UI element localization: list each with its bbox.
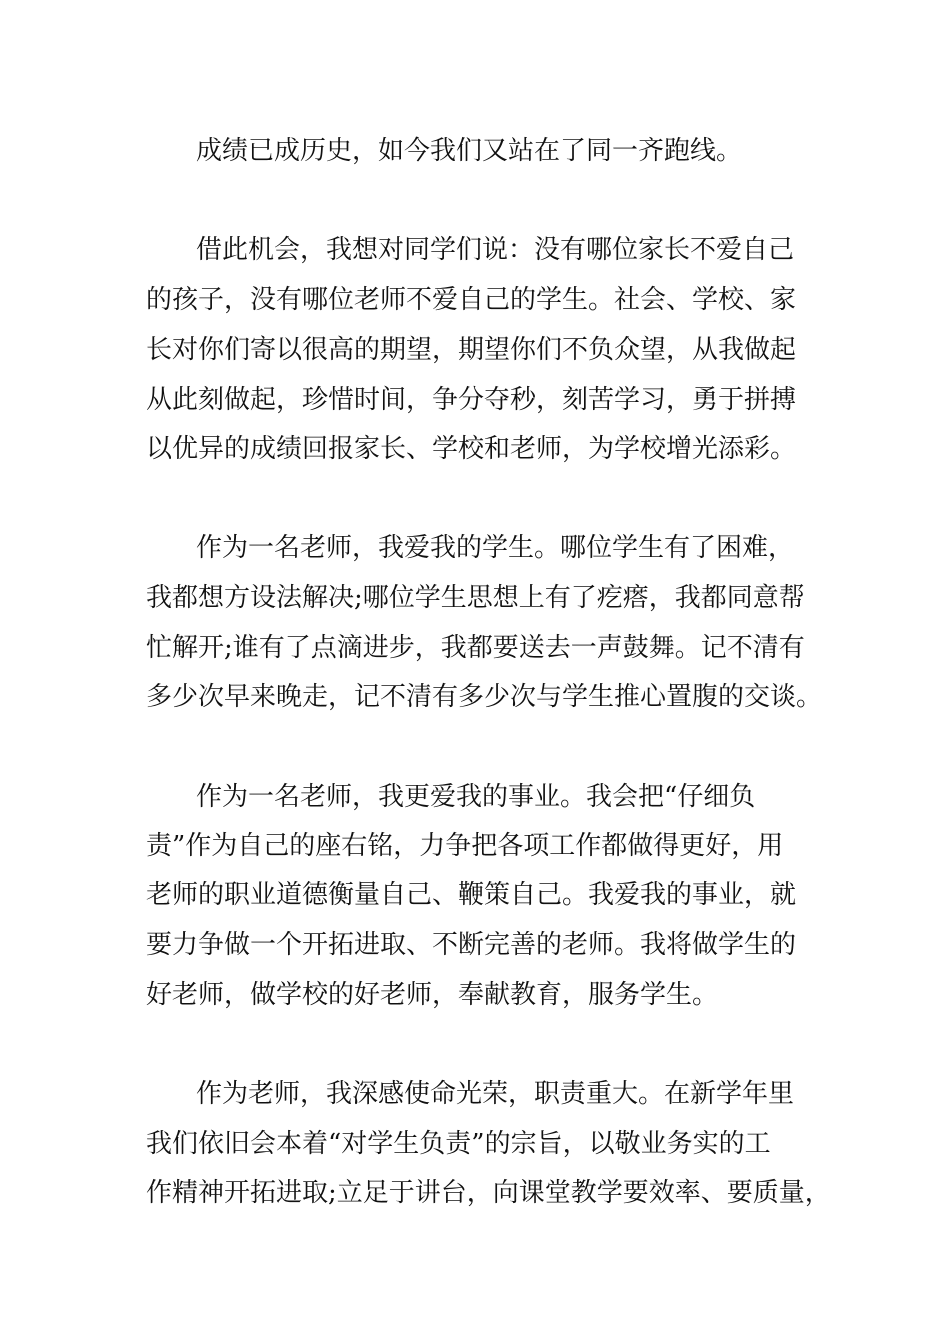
paragraph-2-line-1: 借此机会，我想对同学们说：没有哪位家长不爱自己	[196, 235, 795, 265]
paragraph-4-line-4: 要力争做一个开拓进取、不断完善的老师。我将做学生的	[146, 930, 797, 960]
paragraph-4-line-2: 责”作为自己的座右铭，力争把各项工作都做得更好，用	[146, 831, 784, 861]
paragraph-4-line-1: 作为一名老师，我更爱我的事业。我会把“仔细负	[196, 782, 756, 812]
paragraph-2-line-3: 长对你们寄以很高的期望，期望你们不负众望，从我做起	[146, 335, 797, 365]
paragraph-2-line-4: 从此刻做起，珍惜时间，争分夺秒，刻苦学习，勇于拼搏	[146, 385, 797, 415]
paragraph-1-line-1: 成绩已成历史，如今我们又站在了同一齐跑线。	[196, 136, 743, 166]
paragraph-4-line-5: 好老师，做学校的好老师，奉献教育，服务学生。	[146, 980, 719, 1010]
paragraph-3-line-3: 忙解开;谁有了点滴进步，我都要送去一声鼓舞。记不清有	[146, 633, 805, 663]
paragraph-3-line-4: 多少次早来晚走，记不清有多少次与学生推心置腹的交谈。	[146, 682, 823, 712]
paragraph-2-line-5: 以优异的成绩回报家长、学校和老师，为学校增光添彩。	[146, 434, 797, 464]
paragraph-2-line-2: 的孩子，没有哪位老师不爱自己的学生。社会、学校、家	[146, 285, 797, 315]
paragraph-5-line-3: 作精神开拓进取;立足于讲台，向课堂教学要效率、要质量，	[146, 1178, 831, 1208]
paragraph-3-line-2: 我都想方设法解决;哪位学生思想上有了疙瘩，我都同意帮	[146, 583, 805, 613]
paragraph-4-line-3: 老师的职业道德衡量自己、鞭策自己。我爱我的事业，就	[146, 880, 797, 910]
paragraph-5-line-2: 我们依旧会本着“对学生负责”的宗旨，以敬业务实的工	[146, 1129, 771, 1159]
paragraph-3-line-1: 作为一名老师，我爱我的学生。哪位学生有了困难，	[196, 533, 795, 563]
paragraph-5-line-1: 作为老师，我深感使命光荣，职责重大。在新学年里	[196, 1079, 795, 1109]
